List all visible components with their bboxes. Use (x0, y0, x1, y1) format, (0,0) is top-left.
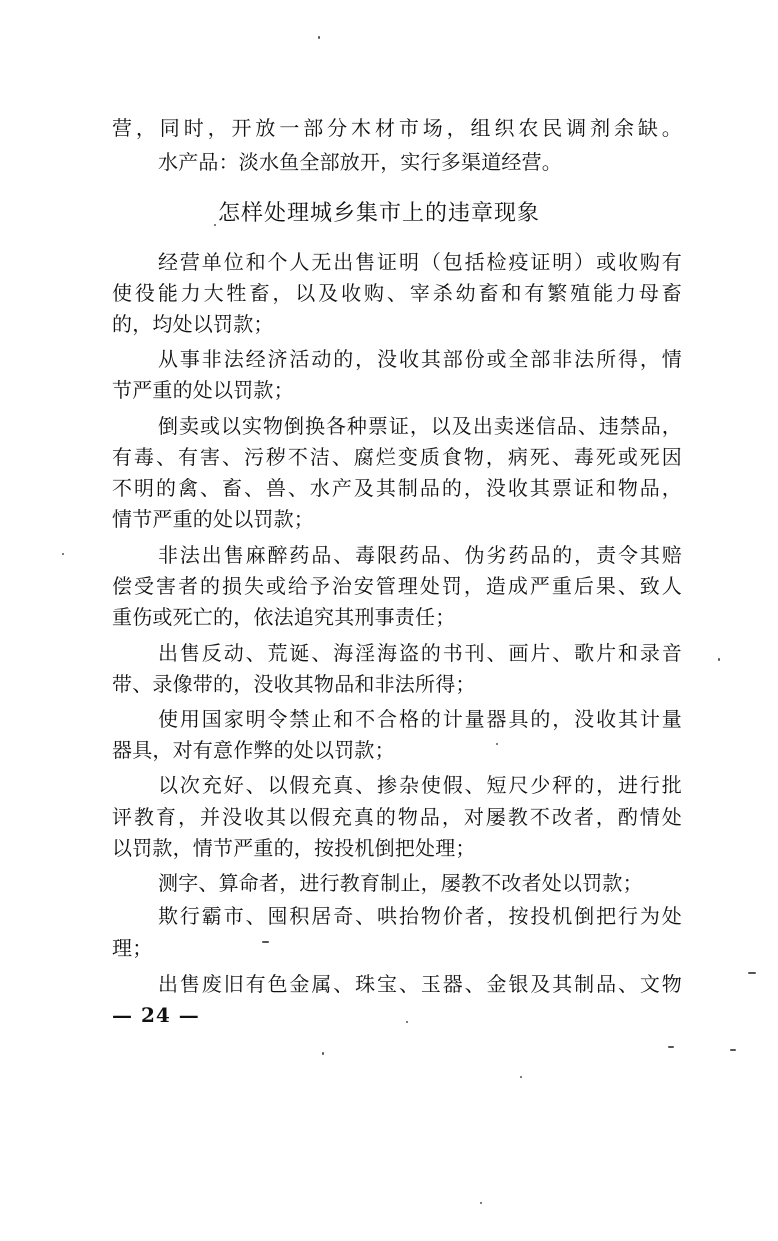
scan-speck (322, 1052, 324, 1055)
paragraph-line: 重伤或死亡的，依法追究其刑事责任； (112, 605, 456, 629)
paragraph-line: 以罚款，情节严重的，按投机倒把处理； (112, 836, 476, 860)
paragraph-line: 水产品：淡水鱼全部放开，实行多渠道经营。 (158, 150, 562, 174)
paragraph-line: 营，同时，开放一部分木材市场，组织农民调剂余缺。 (112, 116, 682, 140)
scan-speck (480, 1202, 482, 1204)
scan-speck (214, 224, 216, 226)
paragraph-line: 从事非法经济活动的，没收其部份或全部非法所得，情 (158, 347, 682, 371)
paragraph-line: 以次充好、以假充真、掺杂使假、短尺少秤的，进行批 (158, 773, 682, 797)
paragraph-line: 测字、算命者，进行教育制止，屡教不改者处以罚款； (158, 871, 643, 895)
scan-speck (718, 658, 720, 661)
paragraph-line: 情节严重的处以罚款； (112, 507, 314, 531)
paragraph-line: 出售废旧有色金属、珠宝、玉器、金银及其制品、文物 (158, 972, 682, 996)
section-heading: 怎样处理城乡集市上的违章现象 (218, 201, 541, 226)
paragraph-line: 欺行霸市、囤积居奇、哄抬物价者，按投机倒把行为处 (158, 904, 682, 928)
paragraph-line: 倒卖或以实物倒换各种票证，以及出卖迷信品、违禁品， (158, 414, 682, 438)
scan-speck (668, 1046, 674, 1048)
paragraph-line: 使役能力大牲畜，以及收购、宰杀幼畜和有繁殖能力母畜 (112, 281, 682, 305)
scan-speck (520, 1076, 522, 1078)
paragraph-line: 带、录像带的，没收其物品和非法所得； (112, 672, 476, 696)
scan-speck (262, 941, 269, 943)
paragraph-line: 偿受害者的损失或给予治安管理处罚，造成严重后果、致人 (112, 574, 682, 598)
scan-speck (62, 553, 64, 555)
paragraph-line: 节严重的处以罚款； (112, 378, 294, 402)
paragraph-line: 评教育，并没收其以假充真的物品，对屡教不改者，酌情处 (112, 805, 682, 829)
page-number: — 24 — (112, 1003, 200, 1027)
paragraph-line: 的，均处以罚款； (112, 312, 274, 336)
paragraph-line: 使用国家明令禁止和不合格的计量器具的，没收其计量 (158, 707, 682, 731)
paragraph-line: 器具，对有意作弊的处以罚款； (112, 738, 395, 762)
scan-speck (730, 1049, 736, 1051)
paragraph-line: 非法出售麻醉药品、毒限药品、伪劣药品的，责令其赔 (158, 543, 682, 567)
scan-speck (748, 972, 756, 974)
paragraph-line: 出售反动、荒诞、海淫海盗的书刊、画片、歌片和录音 (158, 641, 682, 665)
paragraph-line: 理； (112, 936, 153, 960)
scan-speck (318, 36, 320, 39)
paragraph-line: 不明的禽、畜、兽、水产及其制品的，没收其票证和物品， (112, 476, 682, 500)
paragraph-line: 有毒、有害、污秽不洁、腐烂变质食物，病死、毒死或死因 (112, 445, 682, 469)
scan-speck (406, 1021, 408, 1023)
paragraph-line: 经营单位和个人无出售证明（包括检疫证明）或收购有 (158, 250, 682, 274)
scan-speck (496, 743, 498, 745)
